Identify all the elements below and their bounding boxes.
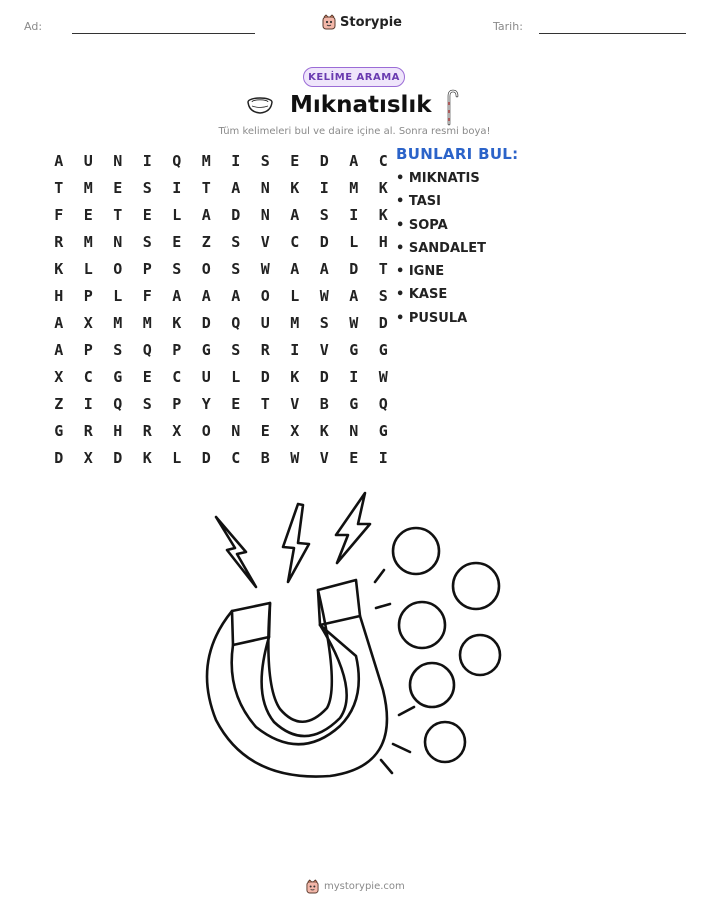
metal-ball <box>425 722 465 762</box>
grid-letter[interactable]: K <box>378 205 388 224</box>
grid-letter[interactable]: C <box>231 448 241 467</box>
metal-ball <box>410 663 454 707</box>
grid-letter[interactable]: L <box>83 259 93 278</box>
grid-letter[interactable]: Q <box>113 394 123 413</box>
grid-letter[interactable]: S <box>231 340 241 359</box>
grid-letter[interactable]: I <box>378 448 388 467</box>
grid-letter[interactable]: O <box>201 421 211 440</box>
grid-letter[interactable]: V <box>319 340 329 359</box>
grid-letter[interactable]: L <box>349 232 359 251</box>
grid-letter[interactable]: I <box>142 151 152 170</box>
grid-letter[interactable]: R <box>83 421 93 440</box>
grid-letter[interactable]: E <box>142 367 152 386</box>
grid-letter[interactable]: B <box>260 448 270 467</box>
grid-letter[interactable]: K <box>142 448 152 467</box>
grid-letter[interactable]: D <box>113 448 123 467</box>
grid-letter[interactable]: Q <box>231 313 241 332</box>
grid-letter[interactable]: K <box>54 259 64 278</box>
letter-grid[interactable] <box>44 147 398 471</box>
grid-letter[interactable]: L <box>231 367 241 386</box>
metal-ball <box>399 602 445 648</box>
word-item: • KASE <box>396 287 486 310</box>
grid-letter[interactable]: N <box>113 151 123 170</box>
grid-letter[interactable]: X <box>83 313 93 332</box>
grid-letter[interactable]: K <box>172 313 182 332</box>
grid-letter[interactable]: A <box>290 259 300 278</box>
grid-letter[interactable]: E <box>290 151 300 170</box>
grid-letter[interactable]: O <box>201 259 211 278</box>
grid-row <box>44 228 398 255</box>
word-item: • SANDALET <box>396 241 486 264</box>
grid-letter[interactable]: M <box>290 313 300 332</box>
grid-letter[interactable]: D <box>319 367 329 386</box>
grid-row <box>44 174 398 201</box>
grid-letter[interactable]: M <box>83 232 93 251</box>
magnet-icon <box>207 580 387 777</box>
grid-row <box>44 417 398 444</box>
grid-letter[interactable]: A <box>201 205 211 224</box>
name-label: Ad: <box>24 20 43 33</box>
footer-url[interactable]: mystorypie.com <box>324 881 405 892</box>
grid-letter[interactable]: A <box>349 151 359 170</box>
word-item: • MIKNATIS <box>396 171 486 194</box>
grid-letter[interactable]: G <box>378 340 388 359</box>
grid-letter[interactable]: M <box>142 313 152 332</box>
grid-letter[interactable]: S <box>378 286 388 305</box>
grid-letter[interactable]: F <box>142 286 152 305</box>
grid-row <box>44 309 398 336</box>
lightning-bolt-right <box>336 493 370 563</box>
grid-letter[interactable]: S <box>142 178 152 197</box>
word-list <box>396 171 486 334</box>
grid-letter[interactable]: N <box>260 178 270 197</box>
grid-row <box>44 147 398 174</box>
metal-ball <box>453 563 499 609</box>
grid-letter[interactable]: E <box>349 448 359 467</box>
grid-letter[interactable]: S <box>260 151 270 170</box>
grid-letter[interactable]: D <box>260 367 270 386</box>
grid-letter[interactable]: D <box>319 232 329 251</box>
grid-letter[interactable]: E <box>113 178 123 197</box>
grid-letter[interactable]: A <box>290 205 300 224</box>
grid-row <box>44 255 398 282</box>
grid-letter[interactable]: P <box>142 259 152 278</box>
grid-letter[interactable]: S <box>172 259 182 278</box>
grid-letter[interactable]: B <box>319 394 329 413</box>
grid-letter[interactable]: N <box>260 205 270 224</box>
page-title: Mıknatıslık <box>290 92 432 118</box>
grid-letter[interactable]: S <box>319 205 329 224</box>
grid-letter[interactable]: A <box>231 178 241 197</box>
grid-letter[interactable]: X <box>54 367 64 386</box>
grid-letter[interactable]: G <box>349 340 359 359</box>
grid-letter[interactable]: L <box>172 448 182 467</box>
grid-row <box>44 282 398 309</box>
word-item: • PUSULA <box>396 311 486 334</box>
grid-letter[interactable]: I <box>83 394 93 413</box>
grid-letter[interactable]: A <box>54 340 64 359</box>
grid-letter[interactable]: D <box>201 448 211 467</box>
grid-letter[interactable]: C <box>378 151 388 170</box>
grid-letter[interactable]: X <box>172 421 182 440</box>
grid-letter[interactable]: Q <box>142 340 152 359</box>
grid-row <box>44 444 398 471</box>
grid-letter[interactable]: Z <box>54 394 64 413</box>
grid-letter[interactable]: G <box>54 421 64 440</box>
grid-letter[interactable]: S <box>231 259 241 278</box>
grid-letter[interactable]: D <box>349 259 359 278</box>
grid-letter[interactable]: H <box>113 421 123 440</box>
grid-letter[interactable]: C <box>83 367 93 386</box>
grid-letter[interactable]: F <box>54 205 64 224</box>
grid-row <box>44 201 398 228</box>
grid-letter[interactable]: I <box>172 178 182 197</box>
grid-letter[interactable]: A <box>319 259 329 278</box>
date-line[interactable] <box>539 33 686 34</box>
grid-letter[interactable]: M <box>349 178 359 197</box>
grid-letter[interactable]: A <box>231 286 241 305</box>
word-item: • SOPA <box>396 218 486 241</box>
grid-row <box>44 363 398 390</box>
grid-letter[interactable]: D <box>201 313 211 332</box>
grid-letter[interactable]: N <box>349 421 359 440</box>
grid-letter[interactable]: A <box>54 151 64 170</box>
grid-letter[interactable]: Q <box>378 394 388 413</box>
grid-letter[interactable]: O <box>113 259 123 278</box>
grid-letter[interactable]: P <box>172 340 182 359</box>
grid-letter[interactable]: A <box>201 286 211 305</box>
grid-letter[interactable]: M <box>201 151 211 170</box>
grid-letter[interactable]: R <box>54 232 64 251</box>
grid-letter[interactable]: T <box>201 178 211 197</box>
grid-letter[interactable]: L <box>172 205 182 224</box>
lightning-bolt-middle <box>283 504 309 582</box>
word-item: • TASI <box>396 194 486 217</box>
grid-letter[interactable]: I <box>319 178 329 197</box>
grid-letter[interactable]: I <box>349 367 359 386</box>
grid-letter[interactable]: S <box>231 232 241 251</box>
grid-letter[interactable]: I <box>290 340 300 359</box>
badge-label: KELİME ARAMA <box>308 71 400 83</box>
grid-letter[interactable]: Z <box>201 232 211 251</box>
grid-letter[interactable]: U <box>83 151 93 170</box>
grid-letter[interactable]: V <box>260 232 270 251</box>
grid-letter[interactable]: P <box>83 340 93 359</box>
magnet-illustration <box>190 490 520 790</box>
grid-letter[interactable]: T <box>54 178 64 197</box>
grid-letter[interactable]: I <box>349 205 359 224</box>
bowl-icon <box>245 94 275 118</box>
storypie-logo-icon <box>306 879 319 894</box>
grid-letter[interactable]: X <box>290 421 300 440</box>
name-line[interactable] <box>72 33 255 34</box>
cane-icon <box>441 88 461 126</box>
grid-letter[interactable]: W <box>319 286 329 305</box>
metal-ball <box>460 635 500 675</box>
word-search-badge <box>303 67 405 87</box>
grid-letter[interactable]: S <box>142 232 152 251</box>
grid-letter[interactable]: A <box>172 286 182 305</box>
date-label: Tarih: <box>493 20 523 33</box>
grid-letter[interactable]: K <box>290 367 300 386</box>
grid-letter[interactable]: W <box>378 367 388 386</box>
grid-letter[interactable]: G <box>378 421 388 440</box>
word-item: • IGNE <box>396 264 486 287</box>
grid-letter[interactable]: K <box>319 421 329 440</box>
grid-letter[interactable]: P <box>83 286 93 305</box>
brand-name: Storypie <box>340 14 402 30</box>
lightning-bolt-left <box>216 517 256 587</box>
grid-letter[interactable]: E <box>83 205 93 224</box>
grid-letter[interactable]: P <box>172 394 182 413</box>
grid-letter[interactable]: T <box>113 205 123 224</box>
grid-letter[interactable]: W <box>290 448 300 467</box>
grid-letter[interactable]: E <box>260 421 270 440</box>
grid-letter[interactable]: H <box>378 232 388 251</box>
grid-letter[interactable]: T <box>260 394 270 413</box>
grid-letter[interactable]: X <box>83 448 93 467</box>
grid-row <box>44 336 398 363</box>
grid-letter[interactable]: L <box>113 286 123 305</box>
grid-letter[interactable]: D <box>54 448 64 467</box>
grid-letter[interactable]: M <box>113 313 123 332</box>
grid-letter[interactable]: D <box>231 205 241 224</box>
grid-letter[interactable]: N <box>231 421 241 440</box>
grid-letter[interactable]: U <box>260 313 270 332</box>
grid-letter[interactable]: G <box>349 394 359 413</box>
grid-letter[interactable]: E <box>142 205 152 224</box>
grid-row <box>44 390 398 417</box>
grid-letter[interactable]: C <box>290 232 300 251</box>
footer <box>306 879 405 894</box>
grid-letter[interactable]: W <box>349 313 359 332</box>
grid-letter[interactable]: D <box>378 313 388 332</box>
grid-letter[interactable]: Q <box>172 151 182 170</box>
grid-letter[interactable]: I <box>231 151 241 170</box>
grid-letter[interactable]: M <box>83 178 93 197</box>
grid-letter[interactable]: A <box>349 286 359 305</box>
grid-letter[interactable]: S <box>319 313 329 332</box>
grid-letter[interactable]: R <box>260 340 270 359</box>
grid-letter[interactable]: C <box>172 367 182 386</box>
grid-letter[interactable]: O <box>260 286 270 305</box>
grid-letter[interactable]: D <box>319 151 329 170</box>
grid-letter[interactable]: G <box>113 367 123 386</box>
grid-letter[interactable]: V <box>319 448 329 467</box>
find-title: BUNLARI BUL: <box>396 145 519 163</box>
grid-letter[interactable]: E <box>172 232 182 251</box>
grid-letter[interactable]: S <box>113 340 123 359</box>
grid-letter[interactable]: N <box>113 232 123 251</box>
title-row <box>240 88 470 126</box>
grid-letter[interactable]: L <box>290 286 300 305</box>
instructions: Tüm kelimeleri bul ve daire içine al. Sonra resmi boya! <box>218 126 491 137</box>
grid-letter[interactable]: A <box>54 313 64 332</box>
grid-letter[interactable]: H <box>54 286 64 305</box>
grid-letter[interactable]: K <box>290 178 300 197</box>
storypie-logo-icon <box>322 14 336 30</box>
grid-letter[interactable]: T <box>378 259 388 278</box>
grid-letter[interactable]: E <box>231 394 241 413</box>
grid-letter[interactable]: W <box>260 259 270 278</box>
brand-logo <box>322 14 402 30</box>
grid-letter[interactable]: R <box>142 421 152 440</box>
grid-letter[interactable]: Y <box>201 394 211 413</box>
grid-letter[interactable]: K <box>378 178 388 197</box>
grid-letter[interactable]: S <box>142 394 152 413</box>
grid-letter[interactable]: U <box>201 367 211 386</box>
grid-letter[interactable]: G <box>201 340 211 359</box>
grid-letter[interactable]: V <box>290 394 300 413</box>
metal-ball <box>393 528 439 574</box>
